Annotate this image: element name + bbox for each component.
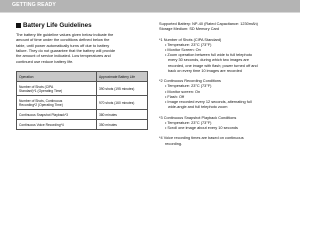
- note-bullet-continued: back on every time 10 images are recorded: [168, 68, 242, 73]
- battery-life-table: [16, 71, 148, 130]
- operation-cell: Number of Shots (CIPA Standard)*1 (Operating Time): [17, 82, 97, 96]
- note-title: *1 Number of Shots (CIPA Standard): [159, 37, 222, 42]
- right-column: [159, 22, 299, 147]
- note-text: recording.: [165, 141, 183, 146]
- column-header-battery-life: Approximate Battery Life: [97, 72, 148, 82]
- operation-cell: Number of Shots, Continuous Recording*2 (Operating Time): [17, 96, 97, 110]
- note-bullet: • Image recorded every 12 seconds, alternating full: [165, 100, 252, 105]
- note-bullet: • Monitor Screen: On: [165, 48, 201, 52]
- storage-medium-text: Storage Medium: SD Memory Card: [159, 27, 220, 32]
- intro-paragraph: [16, 32, 148, 64]
- column-header-operation: Operation: [17, 72, 97, 82]
- note-bullet: • Monitor screen: On: [165, 89, 201, 94]
- note-bullet: • Flash: Off: [165, 94, 185, 99]
- table-row: [17, 82, 148, 96]
- note-title: *2 Continuous Recording Conditions: [159, 79, 221, 84]
- note-bullet: • Zoom operation between full wide to full telephoto: [165, 53, 253, 58]
- operation-cell: Continuous Voice Recording*4: [17, 120, 97, 130]
- battery-life-cell: 350 minutes: [97, 120, 148, 130]
- intro-line: amount of time under the conditions defined below the: [16, 37, 110, 43]
- header-divider: [0, 12, 300, 13]
- note-bullet: • Temperature: 23°C (73°F): [165, 42, 212, 47]
- note-bullet-continued: recorded, one image with flash; power turned off and: [168, 63, 258, 68]
- chapter-title: GETTING READY: [12, 2, 56, 8]
- note-bullet: • Temperature: 23°C (73°F): [165, 84, 212, 89]
- square-bullet-icon: [16, 23, 21, 28]
- table-row: [17, 120, 148, 130]
- section-title: Battery Life Guidelines: [23, 21, 92, 29]
- battery-life-cell: 970 shots (160 minutes): [97, 96, 148, 110]
- note-bullet: • Temperature: 23°C (73°F): [165, 120, 212, 125]
- note-bullet-continued: wide-angle and full telephoto zoom: [168, 105, 228, 110]
- table-row: [17, 96, 148, 110]
- note-bullet-continued: every 30 seconds, during which two images are: [168, 58, 249, 63]
- section-heading: [16, 21, 148, 29]
- intro-line: The battery life guideline values given below indicate the: [16, 32, 114, 37]
- table-header-row: [17, 72, 148, 82]
- left-column: [16, 21, 148, 127]
- intro-line: table, until power automatically turns off due to battery: [16, 42, 110, 48]
- note-title: *3 Continuous Snapshot Playback Conditions: [159, 115, 237, 120]
- battery-life-cell: 390 shots (195 minutes): [97, 82, 148, 96]
- supported-battery-text: Supported Battery: NP-40 (Rated Capacitance: 1230mAh): [159, 22, 258, 26]
- table-row: [17, 110, 148, 120]
- note-text: *4 Voice recording times are based on continuous: [159, 136, 244, 141]
- intro-line: the amount of service indicated. Low temperatures and: [16, 53, 111, 59]
- operation-cell: Continuous Snapshot Playback*3: [17, 110, 97, 120]
- note-bullet: • Scroll one image about every 10 seconds: [165, 126, 238, 131]
- battery-life-cell: 380 minutes: [97, 110, 148, 120]
- intro-line: failure. They do not guarantee that the battery will provide: [16, 48, 116, 54]
- intro-line: continued use reduce battery life.: [16, 58, 74, 64]
- page-header-bar: [0, 0, 300, 12]
